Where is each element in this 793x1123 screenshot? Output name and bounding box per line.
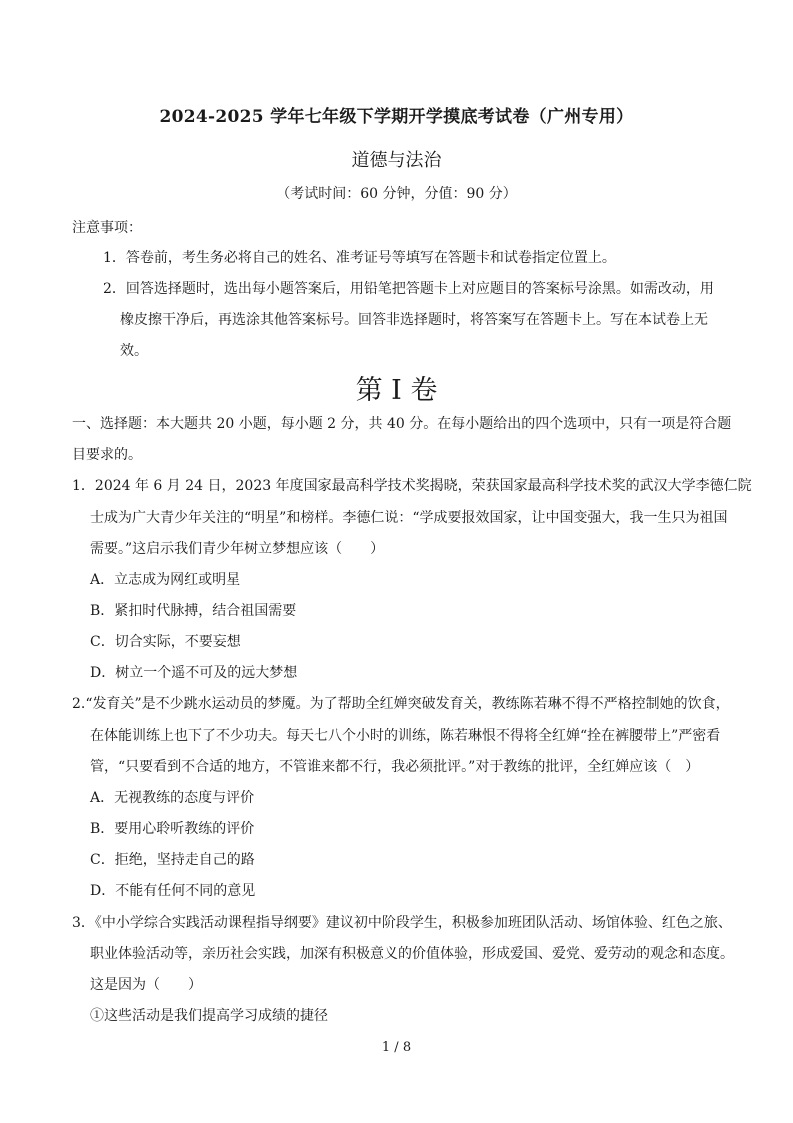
question-stem-line: 职业体验活动等，亲历社会实践，加深有积极意义的价值体验，形成爱国、爱党、爱劳动的观念和态度。 xyxy=(90,946,734,962)
exam-title: 2024-2025 学年七年级下学期开学摸底考试卷（广州专用） xyxy=(159,107,634,127)
answer-option: A．无视教练的态度与评价 xyxy=(90,790,255,806)
note-line: 2．回答选择题时，选出每小题答案后，用铅笔把答题卡上对应题目的答案标号涂黑。如需改动，用 xyxy=(103,281,714,297)
answer-option: B．紧扣时代脉搏，结合祖国需要 xyxy=(90,603,297,619)
question-stem-line: 管，“只要看到不合适的地方，不管谁来都不行，我必须批评。”对于教练的批评，全红婵应该（ ） xyxy=(90,759,700,775)
answer-option: D．不能有任何不同的意见 xyxy=(90,883,256,899)
question-stem-line: 这是因为（ ） xyxy=(90,977,202,993)
note-line: 效。 xyxy=(120,343,148,359)
question-stem-line: 士成为广大青少年关注的“明星”和榜样。李德仁说：“学成要报效国家，让中国变强大，我一生只为祖国 xyxy=(90,510,728,526)
question-stem-line: 1．2024 年 6 月 24 日，2023 年度国家最高科学技术奖揭晓，荣获国家最高科学技术奖的武汉大学李德仁院 xyxy=(72,478,752,494)
question-stem-line: 3．《中小学综合实践活动课程指导纲要》建议初中阶段学生，积极参加班团队活动、场馆体验、红色之旅、 xyxy=(72,915,732,931)
section-instruction: 一、选择题：本大题共 20 小题，每小题 2 分，共 40 分。在每小题给出的四个选项中，只有一项是符合题 xyxy=(72,416,732,432)
answer-option: B．要用心聆听教练的评价 xyxy=(90,821,255,837)
question-stem-line: 需要。”这启示我们青少年树立梦想应该（ ） xyxy=(90,541,385,557)
subject-title: 道德与法治 xyxy=(351,150,442,171)
answer-option: ①这些活动是我们提高学习成绩的捷径 xyxy=(90,1008,328,1024)
answer-option: A．立志成为网红或明星 xyxy=(90,572,241,588)
note-line: 橡皮擦干净后，再选涂其他答案标号。回答非选择题时，将答案写在答题卡上。写在本试卷上无 xyxy=(120,312,708,328)
section-instruction: 目要求的。 xyxy=(72,447,142,463)
answer-option: C．切合实际，不要妄想 xyxy=(90,634,241,650)
answer-option: D．树立一个遥不可及的远大梦想 xyxy=(90,665,298,681)
notes-heading: 注意事项： xyxy=(72,220,142,236)
exam-info: （考试时间：60 分钟，分值：90 分） xyxy=(276,186,517,202)
section-title: 第 I 卷 xyxy=(355,375,438,406)
note-line: 1．答卷前，考生务必将自己的姓名、准考证号等填写在答题卡和试卷指定位置上。 xyxy=(103,250,616,266)
question-stem-line: 在体能训练上也下了不少功夫。每天七八个小时的训练，陈若琳恨不得将全红婵“拴在裤腰带上”严密看 xyxy=(90,728,721,744)
answer-option: C．拒绝，坚持走自己的路 xyxy=(90,852,255,868)
question-stem-line: 2.“发育关”是不少跳水运动员的梦魇。为了帮助全红婵突破发育关，教练陈若琳不得不严格控制她的饮食， xyxy=(72,696,730,712)
page-number: 1 / 8 xyxy=(381,1040,412,1055)
